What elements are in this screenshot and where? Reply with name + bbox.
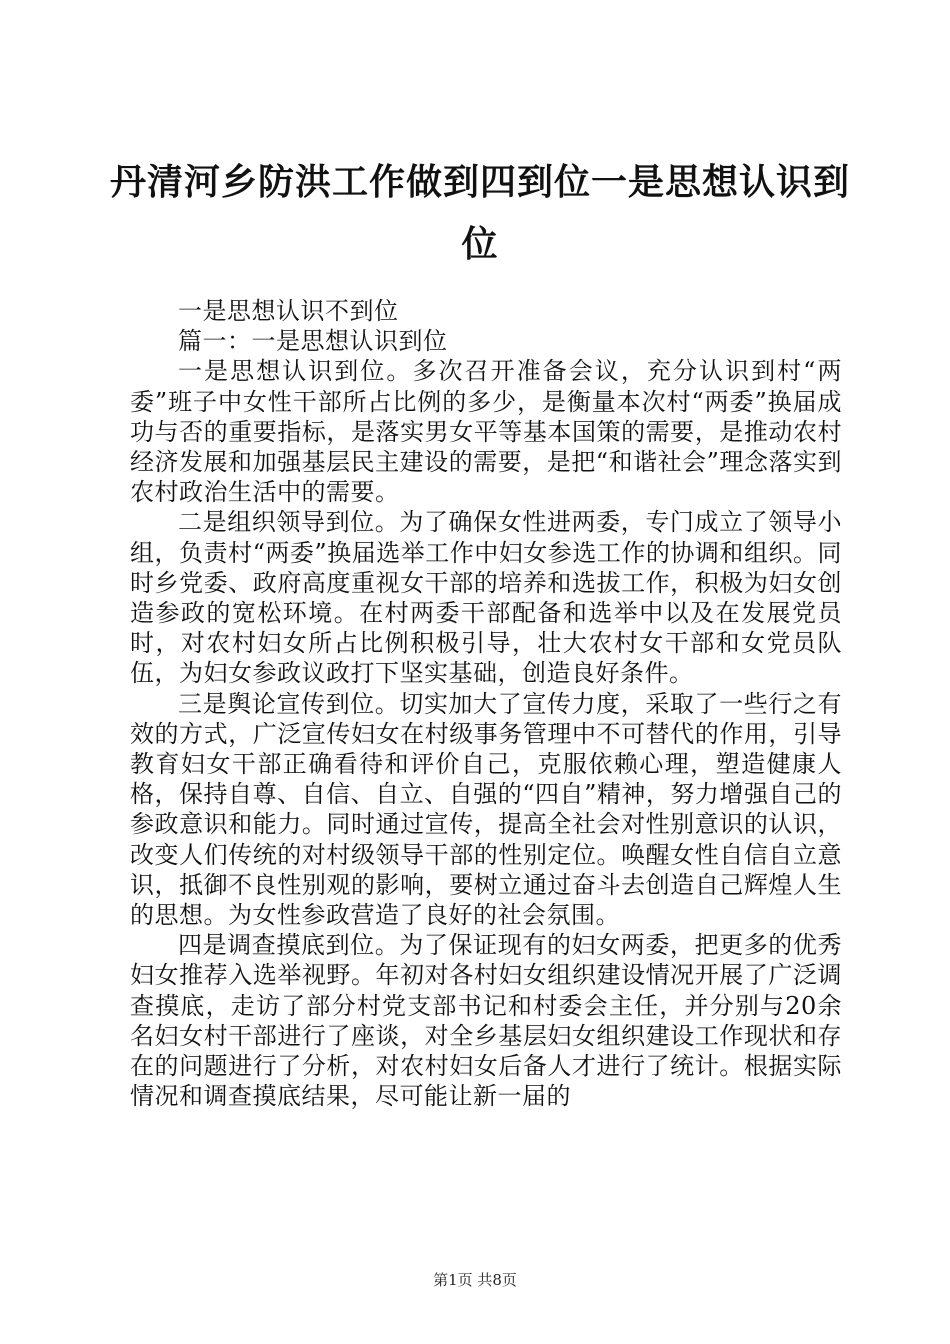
paragraph-4: 二是组织领导到位。为了确保女性进两委，专门成立了领导小组，负责村“两委”换届选举工作中妇女参选工作的协调和组织。同时乡党委、政府高度重视女干部的培养和选拔工作，积极为妇女创造参政的宽松环境。在村两委干部配备和选举中以及在发展党员时，对农村妇女所占比例积极引导，壮大农村女干部和女党员队伍，为妇女参政议政打下坚实基础，创造良好条件。 [130, 508, 842, 688]
paragraph-3: 一是思想认识到位。多次召开准备会议，充分认识到村“两委”班子中女性干部所占比例的多少，是衡量本次村“两委”换届成功与否的重要指标，是落实男女平等基本国策的需要，是推动农村经济发展和加强基层民主建设的需要，是把“和谐社会”理念落实到农村政治生活中的需要。 [130, 357, 842, 507]
document-title: 丹清河乡防洪工作做到四到位一是思想认识到位 [110, 162, 851, 265]
paragraph-6: 四是调查摸底到位。为了保证现有的妇女两委，把更多的优秀妇女推荐入选举视野。年初对各村妇女组织建设情况开展了广泛调查摸底，走访了部分村党支部书记和村委会主任，并分别与20余名妇女村干部进行了座谈，对全乡基层妇女组织建设工作现状和存在的问题进行了分析，对农村妇女后备人才进行了统计。根据实际情况和调查摸底结果，尽可能让新一届的 [130, 931, 842, 1111]
page-number-footer: 第1页 共8页 [433, 1271, 517, 1289]
paragraph-5: 三是舆论宣传到位。切实加大了宣传力度，采取了一些行之有效的方式，广泛宣传妇女在村级事务管理中不可替代的作用，引导教育妇女干部正确看待和评价自己，克服依赖心理，塑造健康人格，保持自尊、自信、自立、自强的“四自”精神，努力增强自己的参政意识和能力。同时通过宣传，提高全社会对性别意识的认识，改变人们传统的对村级领导干部的性别定位。唤醒女性自信自立意识，抵御不良性别观的影响，要树立通过奋斗去创造自己辉煌人生的思想。为女性参政营造了良好的社会氛围。 [130, 689, 842, 930]
document-body [130, 296, 842, 1111]
paragraph-2: 篇一：一是思想认识到位 [178, 327, 448, 356]
paragraph-1: 一是思想认识不到位 [178, 297, 399, 325]
